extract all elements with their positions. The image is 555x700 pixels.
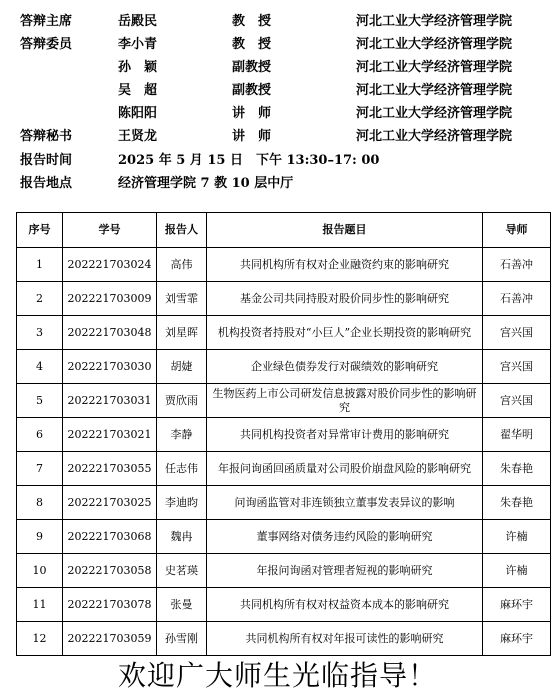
cell-no: 11 xyxy=(17,588,63,622)
report-time-row xyxy=(0,145,555,169)
cell-advisor: 宫兴国 xyxy=(483,350,551,384)
member-row xyxy=(0,29,555,53)
cell-presenter: 魏冉 xyxy=(157,520,207,554)
report-place-label: 报告地点 xyxy=(20,176,73,191)
table-row xyxy=(17,248,551,282)
cell-advisor: 石善冲 xyxy=(483,282,551,316)
cell-topic: 共同机构所有权对权益资本成本的影响研究 xyxy=(207,588,483,622)
cell-topic: 年报问询函对管理者短视的影响研究 xyxy=(207,554,483,588)
cell-advisor: 麻环宇 xyxy=(483,622,551,656)
member-name: 吴 超 xyxy=(118,83,158,98)
cell-topic: 共同机构投资者对异常审计费用的影响研究 xyxy=(207,418,483,452)
cell-advisor: 许楠 xyxy=(483,554,551,588)
table-row xyxy=(17,350,551,384)
cell-presenter: 高伟 xyxy=(157,248,207,282)
secretary-row xyxy=(0,121,555,145)
cell-no: 9 xyxy=(17,520,63,554)
cell-no: 4 xyxy=(17,350,63,384)
cell-topic: 问询函监管对非连锁独立董事发表异议的影响 xyxy=(207,486,483,520)
cell-topic: 董事网络对债务违约风险的影响研究 xyxy=(207,520,483,554)
header-id: 学号 xyxy=(63,213,157,248)
member-row xyxy=(0,75,555,99)
cell-presenter: 李迪昀 xyxy=(157,486,207,520)
table-row xyxy=(17,282,551,316)
table-row xyxy=(17,452,551,486)
cell-id: 202221703024 xyxy=(63,248,157,282)
secretary-name: 王贤龙 xyxy=(118,129,158,144)
cell-id: 202221703068 xyxy=(63,520,157,554)
cell-topic: 生物医药上市公司研发信息披露对股价同步性的影响研究 xyxy=(207,384,483,418)
cell-advisor: 麻环宇 xyxy=(483,588,551,622)
welcome-message: 欢迎广大师生光临指导！ xyxy=(117,659,437,692)
cell-advisor: 宫兴国 xyxy=(483,384,551,418)
cell-presenter: 刘雪霏 xyxy=(157,282,207,316)
report-place-value: 经济管理学院 7 教 10 层中厅 xyxy=(118,176,294,191)
report-place-row xyxy=(0,168,555,192)
cell-topic: 基金公司共同持股对股价同步性的影响研究 xyxy=(207,282,483,316)
cell-presenter: 史茗瑛 xyxy=(157,554,207,588)
table-row xyxy=(17,588,551,622)
cell-topic: 企业绿色债券发行对碳绩效的影响研究 xyxy=(207,350,483,384)
member-name: 李小青 xyxy=(118,37,158,52)
table-row xyxy=(17,486,551,520)
cell-advisor: 许楠 xyxy=(483,520,551,554)
chair-name: 岳殿民 xyxy=(118,14,158,29)
member-title: 教 授 xyxy=(232,37,272,52)
table-row xyxy=(17,418,551,452)
cell-no: 6 xyxy=(17,418,63,452)
header-advisor: 导师 xyxy=(483,213,551,248)
header-no: 序号 xyxy=(17,213,63,248)
member-title: 讲 师 xyxy=(232,106,272,121)
table-header-row xyxy=(17,213,551,248)
member-org: 河北工业大学经济管理学院 xyxy=(356,37,513,52)
cell-id: 202221703030 xyxy=(63,350,157,384)
cell-id: 202221703058 xyxy=(63,554,157,588)
header-topic: 报告题目 xyxy=(207,213,483,248)
cell-no: 10 xyxy=(17,554,63,588)
member-row xyxy=(0,52,555,76)
report-time-value: 2025 年 5 月 15 日 下午 13:30–17: 00 xyxy=(118,153,380,168)
members-role: 答辩委员 xyxy=(20,37,73,52)
table-row xyxy=(17,316,551,350)
secretary-role: 答辩秘书 xyxy=(20,129,73,144)
secretary-org: 河北工业大学经济管理学院 xyxy=(356,129,513,144)
table-row xyxy=(17,554,551,588)
table-row xyxy=(17,622,551,656)
cell-id: 202221703031 xyxy=(63,384,157,418)
cell-advisor: 朱春艳 xyxy=(483,486,551,520)
member-title: 副教授 xyxy=(232,83,272,98)
cell-id: 202221703078 xyxy=(63,588,157,622)
cell-no: 12 xyxy=(17,622,63,656)
cell-presenter: 李静 xyxy=(157,418,207,452)
cell-advisor: 翟华明 xyxy=(483,418,551,452)
cell-presenter: 贾欣雨 xyxy=(157,384,207,418)
cell-no: 5 xyxy=(17,384,63,418)
table-row xyxy=(17,384,551,418)
table-row xyxy=(17,520,551,554)
member-row xyxy=(0,98,555,122)
cell-topic: 机构投资者持股对“小巨人”企业长期投资的影响研究 xyxy=(207,316,483,350)
cell-id: 202221703021 xyxy=(63,418,157,452)
cell-advisor: 朱春艳 xyxy=(483,452,551,486)
cell-presenter: 刘星晖 xyxy=(157,316,207,350)
cell-advisor: 宫兴国 xyxy=(483,316,551,350)
chair-row xyxy=(0,6,555,30)
cell-id: 202221703059 xyxy=(63,622,157,656)
cell-id: 202221703055 xyxy=(63,452,157,486)
secretary-title: 讲 师 xyxy=(232,129,272,144)
cell-no: 1 xyxy=(17,248,63,282)
cell-presenter: 孙雪刚 xyxy=(157,622,207,656)
schedule-table xyxy=(16,212,551,656)
cell-id: 202221703048 xyxy=(63,316,157,350)
member-org: 河北工业大学经济管理学院 xyxy=(356,106,513,121)
cell-no: 2 xyxy=(17,282,63,316)
cell-topic: 共同机构所有权对年报可读性的影响研究 xyxy=(207,622,483,656)
cell-presenter: 胡婕 xyxy=(157,350,207,384)
cell-id: 202221703025 xyxy=(63,486,157,520)
member-name: 孙 颖 xyxy=(118,60,158,75)
chair-org: 河北工业大学经济管理学院 xyxy=(356,14,513,29)
cell-presenter: 张曼 xyxy=(157,588,207,622)
cell-presenter: 任志伟 xyxy=(157,452,207,486)
cell-no: 8 xyxy=(17,486,63,520)
header-presenter: 报告人 xyxy=(157,213,207,248)
member-org: 河北工业大学经济管理学院 xyxy=(356,83,513,98)
cell-no: 7 xyxy=(17,452,63,486)
chair-role: 答辩主席 xyxy=(20,14,73,29)
cell-id: 202221703009 xyxy=(63,282,157,316)
member-title: 副教授 xyxy=(232,60,272,75)
cell-no: 3 xyxy=(17,316,63,350)
cell-topic: 年报问询函回函质量对公司股价崩盘风险的影响研究 xyxy=(207,452,483,486)
cell-advisor: 石善冲 xyxy=(483,248,551,282)
member-name: 陈阳阳 xyxy=(118,106,158,121)
report-time-label: 报告时间 xyxy=(20,153,73,168)
cell-topic: 共同机构所有权对企业融资约束的影响研究 xyxy=(207,248,483,282)
chair-title: 教 授 xyxy=(232,14,272,29)
member-org: 河北工业大学经济管理学院 xyxy=(356,60,513,75)
